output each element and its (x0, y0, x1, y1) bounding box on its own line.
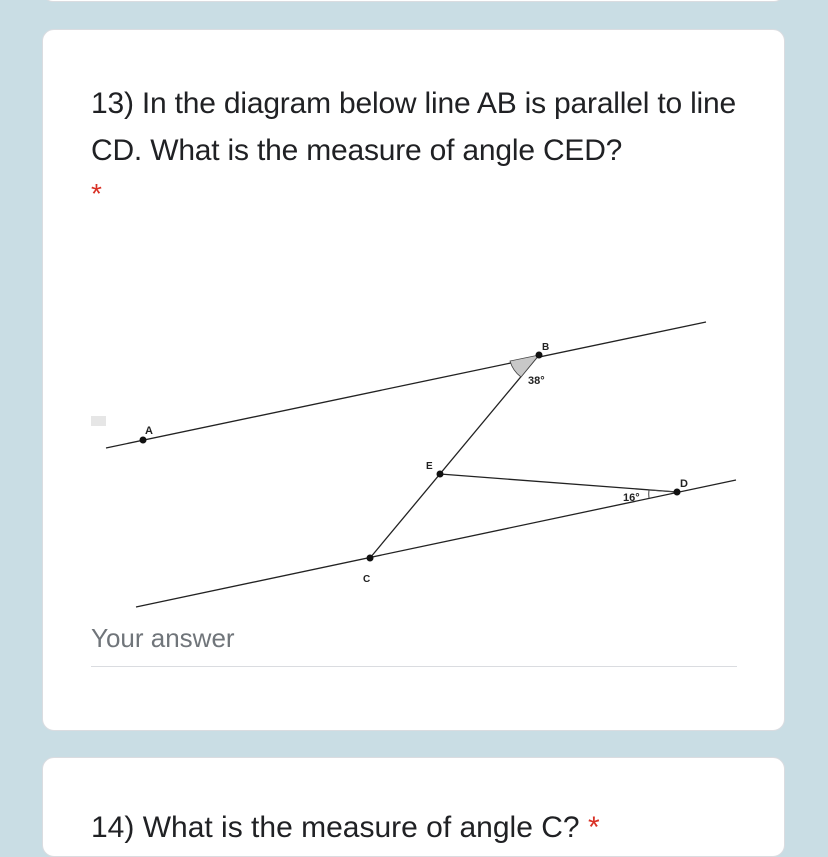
question-card (42, 29, 785, 731)
question-title: 13) In the diagram below line AB is parallel to line CD. What is the measure of angle CED? (91, 87, 736, 167)
required-asterisk: * (91, 178, 102, 209)
label-e: E (426, 461, 433, 472)
next-question-text: 14) What is the measure of angle C? (91, 811, 580, 844)
angle-b-label: 38° (528, 375, 545, 387)
scan-artifact (91, 416, 106, 426)
line-cd (136, 480, 736, 607)
point-a (140, 437, 147, 444)
label-c: C (363, 574, 371, 585)
angle-b-marker (510, 355, 539, 377)
point-c (367, 555, 374, 562)
previous-question-card (42, 0, 785, 2)
line-ab (106, 322, 706, 448)
point-e (437, 471, 444, 478)
geometry-diagram (91, 285, 741, 615)
next-question-card (42, 757, 785, 857)
label-a: A (145, 425, 153, 437)
label-d: D (680, 478, 688, 490)
answer-input[interactable] (91, 618, 737, 658)
next-required-asterisk: * (587, 811, 600, 844)
label-b: B (542, 342, 550, 353)
answer-field-wrapper (91, 618, 737, 667)
angle-d-label: 16° (623, 492, 640, 504)
next-question-title (91, 808, 600, 848)
segment-ed (440, 474, 677, 492)
